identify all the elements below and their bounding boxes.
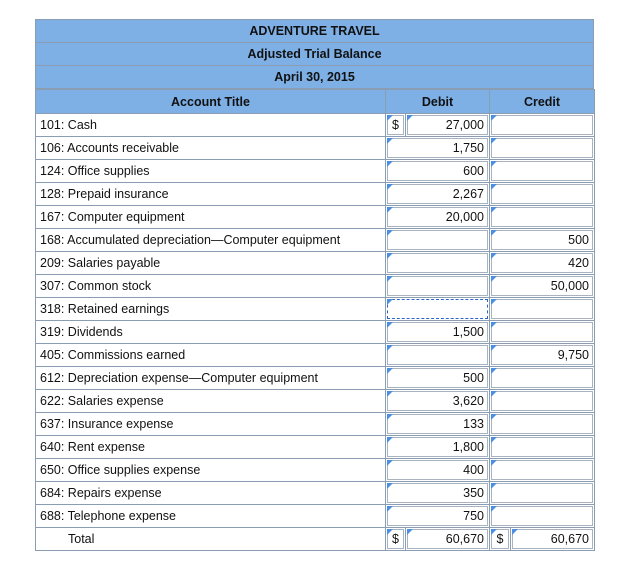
account-title: 684: Repairs expense [36,482,386,505]
table-row [36,114,595,137]
debit-amount-input[interactable]: 2,267 [387,184,488,204]
credit-amount-input[interactable] [491,437,593,457]
input-marker-icon [387,138,393,144]
input-marker-icon [387,460,393,466]
account-title: 106: Accounts receivable [36,137,386,160]
input-marker-icon [407,115,413,121]
debit-amount-cell [386,206,490,229]
input-marker-icon [491,483,497,489]
debit-amount-input[interactable]: 1,750 [387,138,488,158]
credit-amount-input[interactable] [491,368,593,388]
total-row [36,528,595,551]
input-marker-icon [387,115,393,121]
input-marker-icon [387,207,393,213]
account-title: 307: Common stock [36,275,386,298]
input-marker-icon [491,276,497,282]
table-row [36,459,595,482]
table-row [36,344,595,367]
debit-amount-input[interactable]: 1,800 [387,437,488,457]
debit-amount-input[interactable] [387,253,488,273]
debit-amount-cell [386,390,490,413]
account-title: 167: Computer equipment [36,206,386,229]
credit-amount-input[interactable] [491,115,593,135]
credit-amount-input[interactable] [491,299,593,319]
credit-amount-cell [490,321,595,344]
total-credit-currency-symbol-cell [490,528,511,551]
credit-amount-input[interactable] [491,460,593,480]
input-marker-icon [387,437,393,443]
debit-currency-symbol[interactable]: $ [387,115,404,135]
input-marker-icon [491,391,497,397]
column-header-row [36,90,595,114]
table-row [36,275,595,298]
debit-amount-cell [386,367,490,390]
debit-amount-cell [406,114,490,137]
credit-amount-input[interactable]: 420 [491,253,593,273]
debit-currency-symbol-cell [386,114,406,137]
input-marker-icon [491,253,497,259]
credit-amount-input[interactable] [491,138,593,158]
input-marker-icon [387,529,393,535]
account-title: 319: Dividends [36,321,386,344]
debit-amount-cell [386,413,490,436]
debit-amount-cell [386,160,490,183]
credit-amount-cell [490,229,595,252]
account-title: 637: Insurance expense [36,413,386,436]
credit-amount-cell [490,505,595,528]
input-marker-icon [387,253,393,259]
input-marker-icon [491,506,497,512]
input-marker-icon [491,138,497,144]
input-marker-icon [491,460,497,466]
credit-amount-input[interactable] [491,391,593,411]
credit-amount-input[interactable]: 500 [491,230,593,250]
credit-amount-cell [490,137,595,160]
debit-amount-input[interactable]: 500 [387,368,488,388]
trial-balance-table [35,89,595,551]
input-marker-icon [387,506,393,512]
credit-amount-cell [490,298,595,321]
debit-amount-input[interactable] [387,230,488,250]
account-title: 650: Office supplies expense [36,459,386,482]
debit-amount-cell [386,436,490,459]
account-title: 318: Retained earnings [36,298,386,321]
account-title: 640: Rent expense [36,436,386,459]
credit-amount-input[interactable] [491,483,593,503]
credit-amount-cell [490,413,595,436]
debit-amount-cell [386,137,490,160]
table-row [36,252,595,275]
credit-amount-input[interactable]: 9,750 [491,345,593,365]
debit-amount-cell [386,321,490,344]
table-row [36,298,595,321]
debit-amount-input[interactable]: 750 [387,506,488,526]
table-row [36,367,595,390]
input-marker-icon [491,161,497,167]
input-marker-icon [491,414,497,420]
debit-amount-cell [386,505,490,528]
credit-amount-input[interactable] [491,414,593,434]
credit-amount-cell [490,206,595,229]
credit-amount-cell [490,183,595,206]
input-marker-icon [387,322,393,328]
total-debit-cell [406,528,490,551]
account-title: 405: Commissions earned [36,344,386,367]
account-title-header: Account Title [36,90,386,114]
account-title: 128: Prepaid insurance [36,183,386,206]
total-credit-currency-symbol[interactable]: $ [491,529,509,549]
input-marker-icon [387,368,393,374]
input-marker-icon [387,345,393,351]
credit-amount-input[interactable] [491,184,593,204]
debit-amount-input[interactable]: 133 [387,414,488,434]
input-marker-icon [491,529,497,535]
credit-amount-cell [490,114,595,137]
debit-amount-input[interactable]: 400 [387,460,488,480]
statement-title: Adjusted Trial Balance [36,43,593,66]
input-marker-icon [491,437,497,443]
debit-header: Debit [386,90,490,114]
input-marker-icon [387,299,393,305]
table-row [36,321,595,344]
input-marker-icon [491,368,497,374]
debit-amount-cell [386,275,490,298]
total-credit-input[interactable]: 60,670 [512,529,593,549]
input-marker-icon [387,414,393,420]
credit-amount-cell [490,459,595,482]
debit-amount-input[interactable]: 1,500 [387,322,488,342]
table-row [36,413,595,436]
debit-amount-input[interactable]: 27,000 [407,115,488,135]
credit-header: Credit [490,90,595,114]
debit-amount-cell [386,229,490,252]
table-row [36,229,595,252]
input-marker-icon [512,529,518,535]
input-marker-icon [387,161,393,167]
company-name: ADVENTURE TRAVEL [36,20,593,43]
debit-amount-cell [386,344,490,367]
total-debit-currency-symbol-cell [386,528,406,551]
input-marker-icon [491,184,497,190]
table-row [36,505,595,528]
account-title: 209: Salaries payable [36,252,386,275]
input-marker-icon [387,391,393,397]
table-row [36,160,595,183]
credit-amount-cell [490,344,595,367]
input-marker-icon [491,322,497,328]
credit-amount-cell [490,252,595,275]
table-row [36,206,595,229]
credit-amount-cell [490,367,595,390]
table-row [36,482,595,505]
account-title: 168: Accumulated depreciation—Computer equipment [36,229,386,252]
input-marker-icon [491,230,497,236]
debit-amount-cell [386,459,490,482]
table-row [36,137,595,160]
debit-amount-cell [386,482,490,505]
trial-balance-sheet [35,19,594,551]
input-marker-icon [491,345,497,351]
input-marker-icon [491,115,497,121]
table-row [36,183,595,206]
credit-amount-cell [490,160,595,183]
input-marker-icon [387,276,393,282]
credit-amount-cell [490,482,595,505]
debit-amount-cell [386,183,490,206]
account-title: 622: Salaries expense [36,390,386,413]
credit-amount-cell [490,436,595,459]
input-marker-icon [407,529,413,535]
debit-amount-input[interactable]: 3,620 [387,391,488,411]
statement-date: April 30, 2015 [36,66,593,89]
debit-amount-input[interactable] [387,299,488,319]
account-title: 101: Cash [36,114,386,137]
debit-amount-cell [386,298,490,321]
account-title: 612: Depreciation expense—Computer equipment [36,367,386,390]
debit-amount-input[interactable] [387,345,488,365]
credit-amount-input[interactable] [491,207,593,227]
input-marker-icon [491,207,497,213]
credit-amount-cell [490,390,595,413]
total-credit-cell [511,528,595,551]
table-row [36,390,595,413]
account-title: 124: Office supplies [36,160,386,183]
credit-amount-cell [490,275,595,298]
total-debit-currency-symbol[interactable]: $ [387,529,404,549]
credit-amount-input[interactable] [491,506,593,526]
debit-amount-input[interactable]: 20,000 [387,207,488,227]
debit-amount-cell [386,252,490,275]
account-title: 688: Telephone expense [36,505,386,528]
credit-amount-input[interactable] [491,322,593,342]
statement-header [35,19,594,89]
total-label: Total [36,528,386,551]
input-marker-icon [387,483,393,489]
input-marker-icon [387,184,393,190]
input-marker-icon [491,299,497,305]
debit-amount-input[interactable]: 350 [387,483,488,503]
debit-amount-input[interactable] [387,276,488,296]
debit-amount-input[interactable]: 600 [387,161,488,181]
total-debit-input[interactable]: 60,670 [407,529,488,549]
input-marker-icon [387,230,393,236]
table-row [36,436,595,459]
credit-amount-input[interactable]: 50,000 [491,276,593,296]
credit-amount-input[interactable] [491,161,593,181]
